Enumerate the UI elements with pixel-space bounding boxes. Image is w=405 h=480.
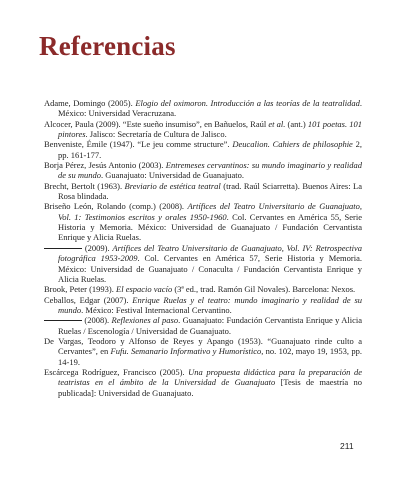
reference-details: (ant.) (285, 118, 308, 129)
reference-entry (44, 367, 362, 398)
repeat-author-dash (44, 248, 82, 249)
reference-title: Artífices del Teatro Universitario de Guanajuato, Vol. IV: Retrospectiva fotográfica 1953-2009 (58, 242, 362, 264)
reference-entry (44, 98, 362, 119)
reference-author: Borja Pérez, Jesús Antonio (2003). (44, 160, 166, 171)
reference-details: . Jalisco: Secretaría de Cultura de Jalisco. (85, 129, 227, 140)
reference-entry (44, 295, 362, 316)
reference-title: El espacio vacío (116, 284, 173, 295)
reference-author: Escárcega Rodríguez, Francisco (2005). (44, 366, 189, 377)
reference-entry (44, 201, 362, 242)
reference-title: Artífices del Teatro Universitario de Guanajuato, Vol. 1: Testimonios escritos y orales 1950-1960 (58, 201, 362, 222)
reference-title: Reflexiones al paso (111, 315, 179, 326)
reference-author: Briseño León, Rolando (comp.) (2008). (44, 201, 188, 212)
reference-author: (2009). (82, 242, 113, 253)
reference-title: 101 poetas. 101 pintores (58, 118, 363, 140)
reference-details: . México: Festival Internacional Cervantino. (81, 304, 232, 315)
reference-details: . Col. Cervantes en América 57, Serie Historia y Memoria. México: Universidad de Guanajuato / Conaculta / Fundación Cervantista Enrique y Alicia Ruelas. (58, 253, 362, 284)
reference-author: Alcocer, Paula (2009). “Este sueño insumiso”, en Bañuelos, Raúl (44, 118, 269, 129)
reference-et-al: et al. (268, 118, 286, 129)
reference-details: . Guanajuato: Fundación Cervantista Enrique y Alicia Ruelas / Escenología / Universidad de Guanajuato. (58, 315, 362, 336)
reference-title: Entremeses cervantinos: su mundo imaginario y realidad de su mundo (58, 160, 362, 181)
reference-title: Fufu. Semanario Informativo y Humorístico (110, 346, 262, 357)
reference-author: Benveniste, Émile (1947). “Le jeu comme structure”. (44, 139, 233, 150)
reference-author: Ceballos, Edgar (2007). (44, 294, 133, 305)
page-number: 211 (340, 441, 354, 451)
reference-entry (44, 139, 362, 160)
reference-author: Brook, Peter (1993). (44, 284, 117, 295)
reference-title: Breviario de estética teatral (124, 180, 221, 191)
reference-entry (44, 119, 362, 140)
reference-entry (44, 284, 362, 294)
reference-entry (44, 160, 362, 181)
reference-author: Adame, Domingo (2005). (44, 98, 136, 108)
reference-author: De Vargas, Teodoro y Alfonso de Reyes y Apango (1953). “Guanajuato rinde culto a Cervantes”, en (44, 335, 362, 357)
reference-entry (44, 336, 362, 367)
reference-entry (44, 315, 362, 336)
reference-details: 2, pp. 161-177. (58, 139, 363, 160)
reference-title: Una propuesta didáctica para la preparación de teatristas en el ámbito de la Universidad de Guanajuato (58, 366, 362, 388)
reference-details: , no. 102, mayo 19, 1953, pp. 14-19. (58, 346, 362, 367)
reference-author: (2008). (82, 315, 112, 326)
repeat-author-dash (44, 320, 82, 321)
reference-title: Enrique Ruelas y el teatro: mundo imaginario y realidad de su mundo (58, 294, 363, 315)
reference-details: (trad. Raúl Sciarretta). Buenos Aires: La Rosa blindada. (58, 180, 362, 202)
reference-details: . Col. Cervantes en América 55, Serie Historia y Memoria. México: Universidad de Guanajuato / Fundación Cervantista Enrique y Alicia Ruelas. (58, 211, 362, 243)
reference-title: Elogio del oximoron. Introducción a las teorías de la teatralidad (135, 98, 360, 108)
reference-details: . México: Universidad Veracruzana. (58, 98, 362, 119)
reference-title: Deucalion. Cahiers de philosophie (232, 139, 353, 150)
reference-details: . Guanajuato: Universidad de Guanajuato. (100, 170, 245, 181)
reference-list (44, 98, 362, 398)
page-title: Referencias (39, 31, 176, 61)
reference-author: Brecht, Bertolt (1963). (44, 180, 125, 191)
reference-details: [Tesis de maestría no publicada]: Universidad de Guanajuato. (58, 377, 362, 398)
reference-entry (44, 243, 362, 284)
reference-entry (44, 181, 362, 202)
reference-details: (3ª ed., trad. Ramón Gil Novales). Barcelona: Nexos. (172, 284, 356, 295)
